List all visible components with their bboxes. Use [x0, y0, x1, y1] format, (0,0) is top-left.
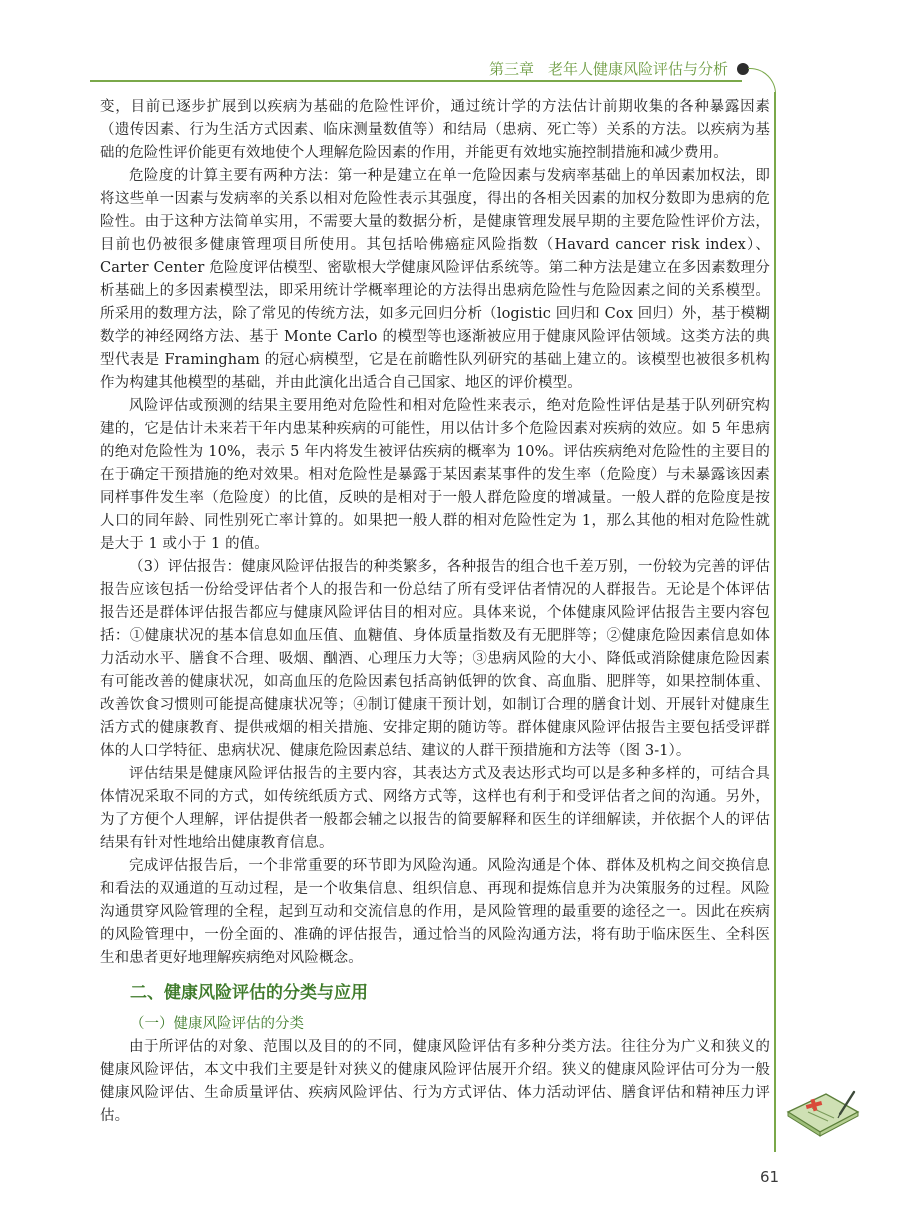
subsection-heading: （一）健康风险评估的分类 — [130, 1016, 304, 1032]
page-number: 61 — [760, 1168, 780, 1186]
paragraph: 风险评估或预测的结果主要用绝对危险性和相对危险性来表示，绝对危险性评估是基于队列研究构建的，它是估计未来若干年内患某种疾病的可能性，用以估计多个危险因素对疾病的效应。如 5 年患病的绝对危险性为 10%，表示 5 年内将发生被评估疾病的概率为 10%。评估疾病绝对危险性的主要目的在于确定干预措施的绝对效果。相对危险性是暴露于某因素某事件的发生率（危险度）与未暴露该因素同样事件发生率（危险度）的比值，反映的是相对于一般人群危险度的增减量。一般人群的危险度是按人口的同年龄、同性别死亡率计算的。如果把一般人群的相对危险性定为 1，那么其他的相对危险性就是大于 1 或小于 1 的值。 — [100, 398, 770, 552]
header-curve — [748, 68, 776, 94]
page-body — [100, 96, 770, 1128]
paragraph: （3）评估报告：健康风险评估报告的种类繁多，各种报告的组合也千差万别，一份较为完善的评估报告应该包括一份给受评估者个人的报告和一份总结了所有受评估者情况的人群报告。无论是个体评估报告还是群体评估报告都应与健康风险评估目的相对应。具体来说，个体健康风险评估报告主要内容包括：①健康状况的基本信息如血压值、血糖值、身体质量指数及有无肥胖等；②健康危险因素信息如体力活动水平、膳食不合理、吸烟、酗酒、心理压力大等；③患病风险的大小、降低或消除健康危险因素有可能改善的健康状况，如高血压的危险因素包括高钠低钾的饮食、高血脂、肥胖等，如果控制体重、改善饮食习惯则可能提高健康状况等；④制订健康干预计划，如制订合理的膳食计划、开展针对健康生活方式的健康教育、提供戒烟的相关措施、安排定期的随访等。群体健康风险评估报告主要包括受评群体的人口学特征、患病状况、健康危险因素总结、建议的人群干预措施和方法等（图 3-1）。 — [100, 559, 770, 759]
chapter-name: 老年人健康风险评估与分析 — [547, 60, 728, 78]
side-rule — [774, 92, 776, 1152]
paragraph: 完成评估报告后，一个非常重要的环节即为风险沟通。风险沟通是个体、群体及机构之间交换信息和看法的双通道的互动过程，是一个收集信息、组织信息、再现和提炼信息并为决策服务的过程。风险沟通贯穿风险管理的全程，起到互动和交流信息的作用，是风险管理的最重要的途径之一。因此在疾病的风险管理中，一份全面的、准确的评估报告，通过恰当的风险沟通方法，将有助于临床医生、全科医生和患者更好地理解疾病绝对风险概念。 — [100, 858, 770, 966]
paragraph: 评估结果是健康风险评估报告的主要内容，其表达方式及表达形式均可以是多种多样的，可结合具体情况采取不同的方式，如传统纸质方式、网络方式等，这样也有利于和受评估者之间的沟通。另外，为了方便个人理解，评估提供者一般都会辅之以报告的简要解释和医生的详细解读，并依据个人的评估结果有针对性地给出健康教育信息。 — [100, 766, 770, 851]
header-rule — [90, 80, 742, 82]
paragraph: 变，目前已逐步扩展到以疾病为基础的危险性评价，通过统计学的方法估计前期收集的各种暴露因素（遗传因素、行为生活方式因素、临床测量数值等）和结局（患病、死亡等）关系的方法。以疾病为基础的危险性评价能更有效地使个人理解危险因素的作用，并能更有效地实施控制措施和减少费用。 — [100, 99, 770, 161]
chapter-title — [489, 58, 728, 79]
page-header — [0, 0, 900, 90]
chapter-number: 第三章 — [488, 60, 534, 78]
clipboard-pen-icon — [782, 1090, 862, 1140]
section-heading: 二、健康风险评估的分类与应用 — [130, 983, 368, 1003]
paragraph: 危险度的计算主要有两种方法：第一种是建立在单一危险因素与发病率基础上的单因素加权法，即将这些单一因素与发病率的关系以相对危险性表示其强度，得出的各相关因素的加权分数即为患病的危险性。由于这种方法简单实用，不需要大量的数据分析，是健康管理发展早期的主要危险性评价方法，目前也仍被很多健康管理项目所使用。其包括哈佛癌症风险指数（Havard cancer risk index）、Carter Center 危险度评估模型、密歇根大学健康风险评估系统等。第二种方法是建立在多因素数理分析基础上的多因素模型法，即采用统计学概率理论的方法得出患病危险性与危险因素之间的关系模型。所采用的数理方法，除了常见的传统方法，如多元回归分析（logistic 回归和 Cox 回归）外，基于模糊数学的神经网络方法、基于 Monte Carlo 的模型等也逐渐被应用于健康风险评估领域。这类方法的典型代表是 Framingham 的冠心病模型，它是在前瞻性队列研究的基础上建立的。该模型也被很多机构作为构建其他模型的基础，并由此演化出适合自己国家、地区的评价模型。 — [100, 168, 770, 391]
paragraph: 由于所评估的对象、范围以及目的的不同，健康风险评估有多种分类方法。往往分为广义和狭义的健康风险评估，本文中我们主要是针对狭义的健康风险评估展开介绍。狭义的健康风险评估可分为一般健康风险评估、生命质量评估、疾病风险评估、行为方式评估、体力活动评估、膳食评估和精神压力评估。 — [100, 1039, 770, 1124]
